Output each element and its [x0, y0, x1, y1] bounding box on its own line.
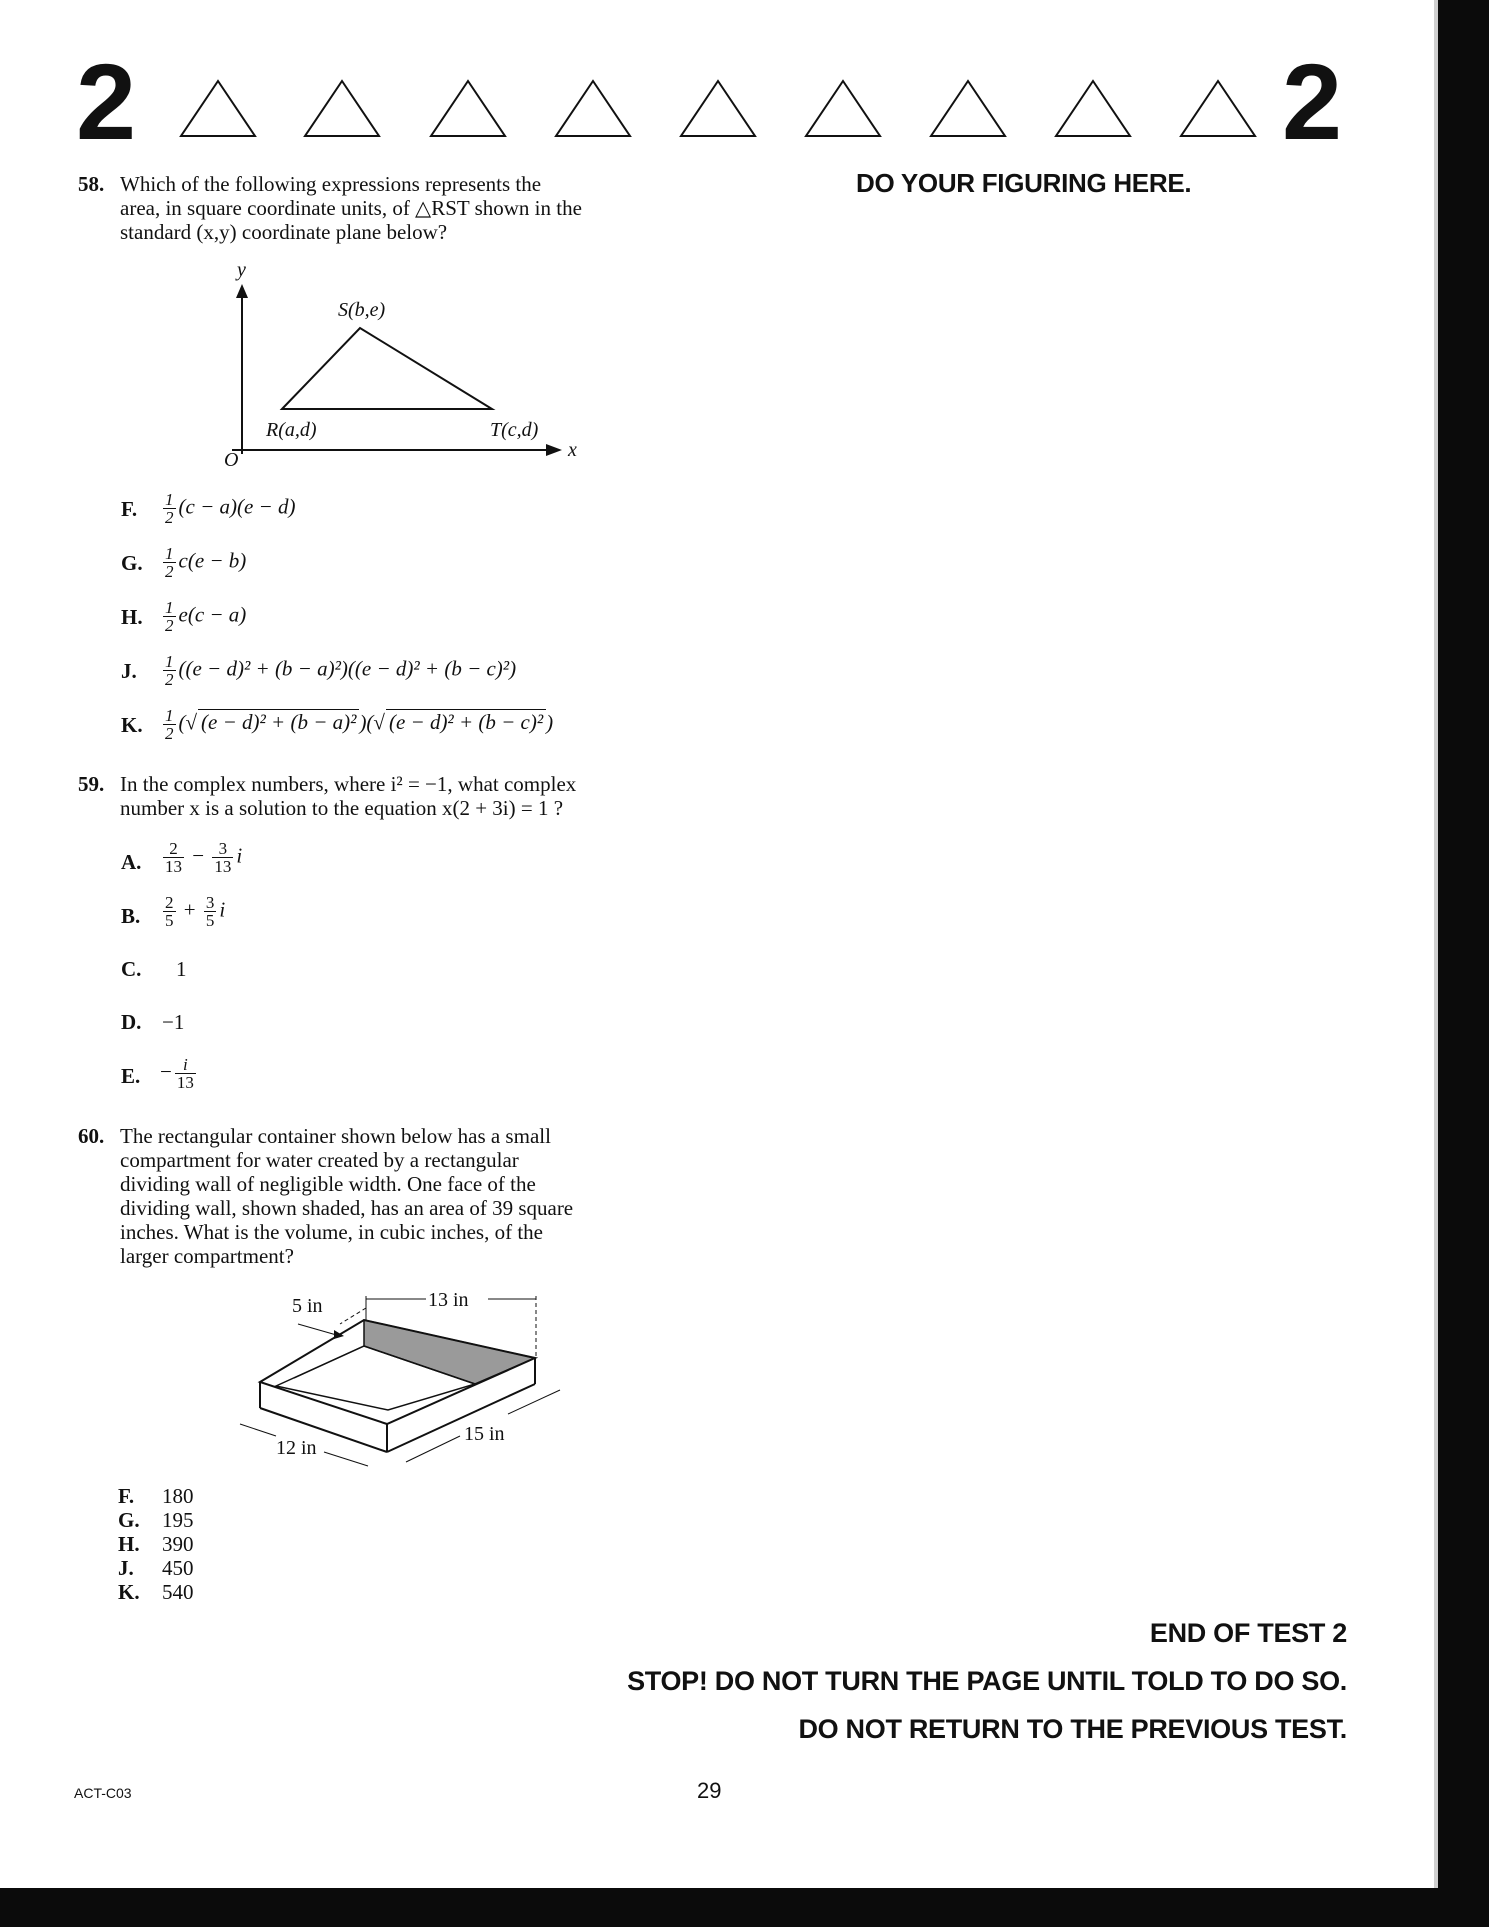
y-axis-arrow-icon — [236, 284, 248, 298]
option-k-body[interactable]: $\frac{1}{2}$ (√ (e − d)² + (b − a)² )(√ (e − d)² + (b − c)² ) — [165, 706, 554, 743]
question-60-line: larger compartment? — [120, 1244, 294, 1268]
option-j-body[interactable] — [160, 653, 516, 688]
fraction — [175, 1056, 196, 1091]
fraction-den: 13 — [176, 1073, 194, 1092]
fraction-num: 2 — [163, 840, 184, 858]
point-s-label: S(b,e) — [338, 299, 386, 321]
triangle-rst — [282, 328, 492, 409]
option-f-body[interactable] — [160, 491, 295, 526]
question-59-line: In the complex numbers, where i² = −1, what complex — [120, 772, 577, 796]
triangle-outline-icon — [178, 78, 258, 140]
question-60-line: The rectangular container shown below has a small — [120, 1124, 551, 1148]
question-60-line: dividing wall of negligible width. One face of the — [120, 1172, 536, 1196]
question-58-line: standard (x,y) coordinate plane below? — [120, 220, 448, 244]
origin-label: O — [224, 449, 239, 471]
option-letter: G. — [118, 1508, 140, 1532]
triangle-outline-icon — [1178, 78, 1258, 140]
option-letter: F. — [118, 1484, 135, 1508]
option-letter: K. — [118, 1580, 140, 1604]
triangle-outline-icon — [1053, 78, 1133, 140]
question-59-line: number x is a solution to the equation x(2 + 3i) = 1 ? — [120, 796, 564, 820]
fraction-den: 2 — [165, 670, 174, 689]
option-j-expr: ((e − d)² + (b − a)²)((e − d)² + (b − c)²) — [178, 656, 517, 681]
dim-12-line-right — [324, 1452, 368, 1466]
fraction-num: 2 — [165, 893, 174, 912]
fraction-num: 1 — [165, 490, 174, 509]
imaginary-unit: i — [236, 843, 243, 868]
option-a-letter[interactable]: A. — [121, 850, 142, 874]
fraction — [163, 707, 176, 742]
question-58-line: Which of the following expressions represents the — [120, 172, 542, 196]
option-d-value[interactable]: −1 — [162, 1010, 185, 1034]
question-58-line: area, in square coordinate units, of △RST shown in the — [120, 196, 582, 220]
option-c-letter[interactable]: C. — [121, 957, 142, 981]
option-g-body[interactable] — [160, 545, 246, 580]
fraction — [163, 840, 184, 875]
end-of-test-heading: END OF TEST 2 — [1149, 1618, 1347, 1648]
option-g-expr: c(e − b) — [178, 548, 247, 573]
option-h-expr: e(c − a) — [178, 602, 247, 627]
option-row[interactable] — [118, 1484, 194, 1508]
option-f-expr: (c − a)(e − d) — [178, 494, 296, 519]
fraction — [212, 840, 233, 875]
option-f-letter[interactable]: F. — [121, 497, 138, 521]
x-axis-label: x — [568, 439, 577, 461]
option-letter: J. — [118, 1556, 134, 1580]
scan-border-right — [1438, 0, 1489, 1927]
point-t-label: T(c,d) — [490, 419, 539, 441]
fraction-num: i — [175, 1056, 196, 1074]
fraction-den: 2 — [165, 508, 174, 527]
question-59-text — [120, 772, 686, 820]
imaginary-unit: i — [219, 897, 226, 922]
fraction-den: 2 — [165, 616, 174, 635]
fraction — [204, 894, 217, 929]
inner-edge — [294, 1346, 364, 1378]
fraction-den: 2 — [165, 724, 174, 743]
option-value: 180 — [162, 1484, 194, 1508]
label-12-in: 12 in — [276, 1437, 317, 1459]
dim-5-arrow-icon — [334, 1330, 344, 1339]
fraction — [163, 491, 176, 526]
minus-sign: − — [160, 1059, 172, 1084]
section-number-left: 2 — [76, 41, 137, 162]
option-row[interactable] — [118, 1508, 194, 1532]
triangle-outline-icon — [928, 78, 1008, 140]
triangle-outline-icon — [428, 78, 508, 140]
option-value: 195 — [162, 1508, 194, 1532]
question-60-options — [118, 1484, 194, 1604]
fraction-den: 5 — [205, 911, 215, 930]
question-58-text — [120, 172, 686, 244]
triangle-rst-figure — [210, 254, 590, 474]
option-c-value[interactable]: 1 — [176, 957, 187, 981]
option-h-letter[interactable]: H. — [121, 605, 143, 629]
option-h-body[interactable] — [160, 599, 246, 634]
fraction-num: 1 — [165, 706, 174, 725]
label-15-in: 15 in — [464, 1423, 505, 1445]
question-60-line: inches. What is the volume, in cubic inches, of the — [120, 1220, 544, 1244]
option-value: 540 — [162, 1580, 194, 1604]
label-5-in: 5 in — [292, 1295, 323, 1317]
option-b-body[interactable] — [160, 894, 225, 929]
triangle-outline-icon — [553, 78, 633, 140]
operator: + — [183, 897, 196, 922]
dim-5-leader — [298, 1324, 340, 1336]
option-j-letter[interactable]: J. — [121, 659, 137, 683]
option-e-body[interactable] — [160, 1056, 199, 1091]
fraction-num: 1 — [165, 544, 174, 563]
option-d-letter[interactable]: D. — [121, 1010, 142, 1034]
fraction-den: 5 — [165, 911, 174, 930]
radical-a: (e − d)² + (b − a)² — [198, 709, 359, 735]
option-row[interactable] — [118, 1532, 194, 1556]
fraction — [163, 894, 176, 929]
option-g-letter[interactable]: G. — [121, 551, 143, 575]
option-b-letter[interactable]: B. — [121, 904, 141, 928]
option-e-letter[interactable]: E. — [121, 1064, 141, 1088]
question-60-line: dividing wall, shown shaded, has an area of 39 square — [120, 1196, 574, 1220]
option-row[interactable] — [118, 1580, 194, 1604]
option-letter: H. — [118, 1532, 140, 1556]
scan-border-bottom — [0, 1888, 1489, 1927]
operator: − — [192, 843, 205, 868]
y-axis-label: y — [237, 259, 246, 281]
option-k-letter[interactable]: K. — [121, 713, 143, 737]
option-value: 450 — [162, 1556, 194, 1580]
triangle-outline-icon — [302, 78, 382, 140]
section-number-right: 2 — [1282, 41, 1343, 162]
question-60-number: 60. — [78, 1124, 105, 1148]
fraction-den: 13 — [214, 857, 232, 876]
fraction-den: 2 — [165, 562, 174, 581]
question-59-number: 59. — [78, 772, 105, 796]
bottom-right-edge — [387, 1384, 535, 1452]
x-axis-arrow-icon — [546, 444, 562, 456]
fraction-den: 13 — [165, 857, 182, 876]
triangle-outline-icon — [803, 78, 883, 140]
stop-notice: STOP! DO NOT TURN THE PAGE UNTIL TOLD TO DO SO. — [627, 1666, 1347, 1696]
radical-b: (e − d)² + (b − c)² — [386, 709, 546, 735]
do-not-return-notice: DO NOT RETURN TO THE PREVIOUS TEST. — [798, 1714, 1347, 1744]
option-value: 390 — [162, 1532, 194, 1556]
fraction — [163, 599, 176, 634]
fraction — [163, 653, 176, 688]
fraction-num: 1 — [165, 652, 174, 671]
form-code: ACT-C03 — [74, 1785, 132, 1801]
figuring-heading: DO YOUR FIGURING HERE. — [856, 168, 1192, 198]
question-60-text — [120, 1124, 686, 1268]
container-figure — [230, 1276, 580, 1476]
label-13-in: 13 in — [428, 1289, 469, 1311]
fraction — [163, 545, 176, 580]
fraction-num: 3 — [205, 893, 215, 912]
option-row[interactable] — [118, 1556, 194, 1580]
question-60-line: compartment for water created by a rectangular — [120, 1148, 519, 1172]
page-number: 29 — [697, 1778, 722, 1803]
question-58-number: 58. — [78, 172, 105, 196]
option-a-body[interactable] — [160, 840, 242, 875]
triangle-outline-icon — [678, 78, 758, 140]
point-r-label: R(a,d) — [266, 419, 317, 441]
dim-12-line-left — [240, 1424, 276, 1436]
fraction-num: 3 — [212, 840, 233, 858]
fraction-num: 1 — [165, 598, 174, 617]
